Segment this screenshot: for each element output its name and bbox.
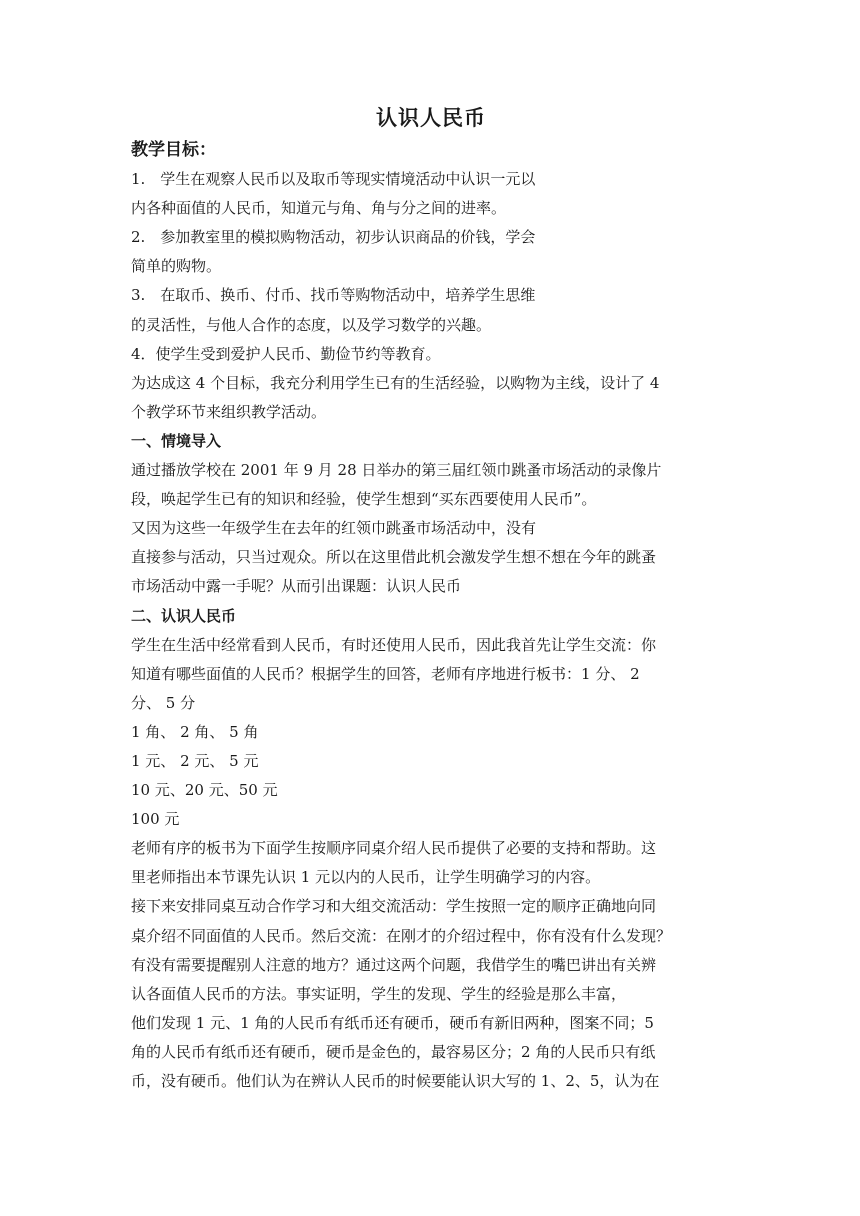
section-1-line-1: 通过播放学校在 2001 年 9 月 28 日举办的第三届红领巾跳蚤市场活动的录像片 <box>131 461 662 480</box>
section-2-line-7: 有没有需要提醒别人注意的地方？通过这两个问题，我借学生的嘴巴讲出有关辨 <box>131 955 657 974</box>
section-2-line-6: 桌介绍不同面值的人民币。然后交流：在刚才的介绍过程中，你有没有什么发现？ <box>131 926 672 945</box>
teaching-goals-heading: 教学目标： <box>131 140 216 160</box>
section-2-line-11: 币，没有硬币。他们认为在辨认人民币的时候要能认识大写的 1、2、5，认为在 <box>131 1072 660 1090</box>
section-2-line-3: 老师有序的板书为下面学生按顺序同桌介绍人民币提供了必要的支持和帮助。这 <box>131 839 657 858</box>
goal-2-line-1: 2. 参加教室里的模拟购物活动，初步认识商品的价钱，学会 <box>131 228 536 247</box>
summary-line-2: 个教学环节来组织教学活动。 <box>131 402 327 421</box>
document-title: 认识人民币 <box>376 106 486 130</box>
section-1-line-5: 市场活动中露一手呢？从而引出课题：认识人民币 <box>131 577 462 596</box>
section-2-line-4: 里老师指出本节课先认识 1 元以内的人民币，让学生明确学习的内容。 <box>131 868 601 887</box>
summary-line-1: 为达成这 4 个目标，我充分利用学生已有的生活经验，以购物为主线，设计了 4 <box>131 373 660 392</box>
section-2-line-2: 知道有哪些面值的人民币？根据学生的回答，老师有序地进行板书：1 分、 2 <box>131 664 640 683</box>
section-1-heading: 一、情境导入 <box>131 431 222 450</box>
denomination-jiao: 1 角、 2 角、 5 角 <box>131 722 259 741</box>
section-1-line-2: 段，唤起学生已有的知识和经验，使学生想到“买东西要使用人民币”。 <box>131 490 597 509</box>
section-1-line-3: 又因为这些一年级学生在去年的红领巾跳蚤市场活动中，没有 <box>131 519 537 538</box>
section-2-line-8: 认各面值人民币的方法。事实证明，学生的发现、学生的经验是那么丰富， <box>131 984 627 1003</box>
denomination-hundred-yuan: 100 元 <box>131 810 180 829</box>
goal-2-line-2: 简单的购物。 <box>131 257 222 276</box>
document-page <box>131 100 731 1096</box>
denomination-yuan: 1 元、 2 元、 5 元 <box>131 751 259 770</box>
denomination-fen: 分、 5 分 <box>131 693 196 712</box>
goal-3-line-2: 的灵活性，与他人合作的态度，以及学习数学的兴趣。 <box>131 315 492 334</box>
goal-4-line: 4．使学生受到爱护人民币、勤俭节约等教育。 <box>131 344 441 363</box>
section-2-heading: 二、认识人民币 <box>131 606 237 625</box>
goal-1-line-1: 1. 学生在观察人民币以及取币等现实情境活动中认识一元以 <box>131 170 536 189</box>
section-2-line-10: 角的人民币有纸币还有硬币，硬币是金色的，最容易区分；2 角的人民币只有纸 <box>131 1042 656 1061</box>
goal-1-line-2: 内各种面值的人民币，知道元与角、角与分之间的进率。 <box>131 199 507 218</box>
denomination-ten-yuan: 10 元、20 元、50 元 <box>131 781 278 800</box>
section-2-line-1: 学生在生活中经常看到人民币，有时还使用人民币，因此我首先让学生交流：你 <box>131 635 657 654</box>
section-2-line-9: 他们发现 1 元、1 角的人民币有纸币还有硬币，硬币有新旧两种，图案不同；5 <box>131 1013 654 1032</box>
section-1-line-4: 直接参与活动，只当过观众。所以在这里借此机会激发学生想不想在今年的跳蚤 <box>131 548 657 567</box>
goal-3-line-1: 3. 在取币、换币、付币、找币等购物活动中，培养学生思维 <box>131 286 536 305</box>
section-2-line-5: 接下来安排同桌互动合作学习和大组交流活动：学生按照一定的顺序正确地向同 <box>131 897 657 916</box>
